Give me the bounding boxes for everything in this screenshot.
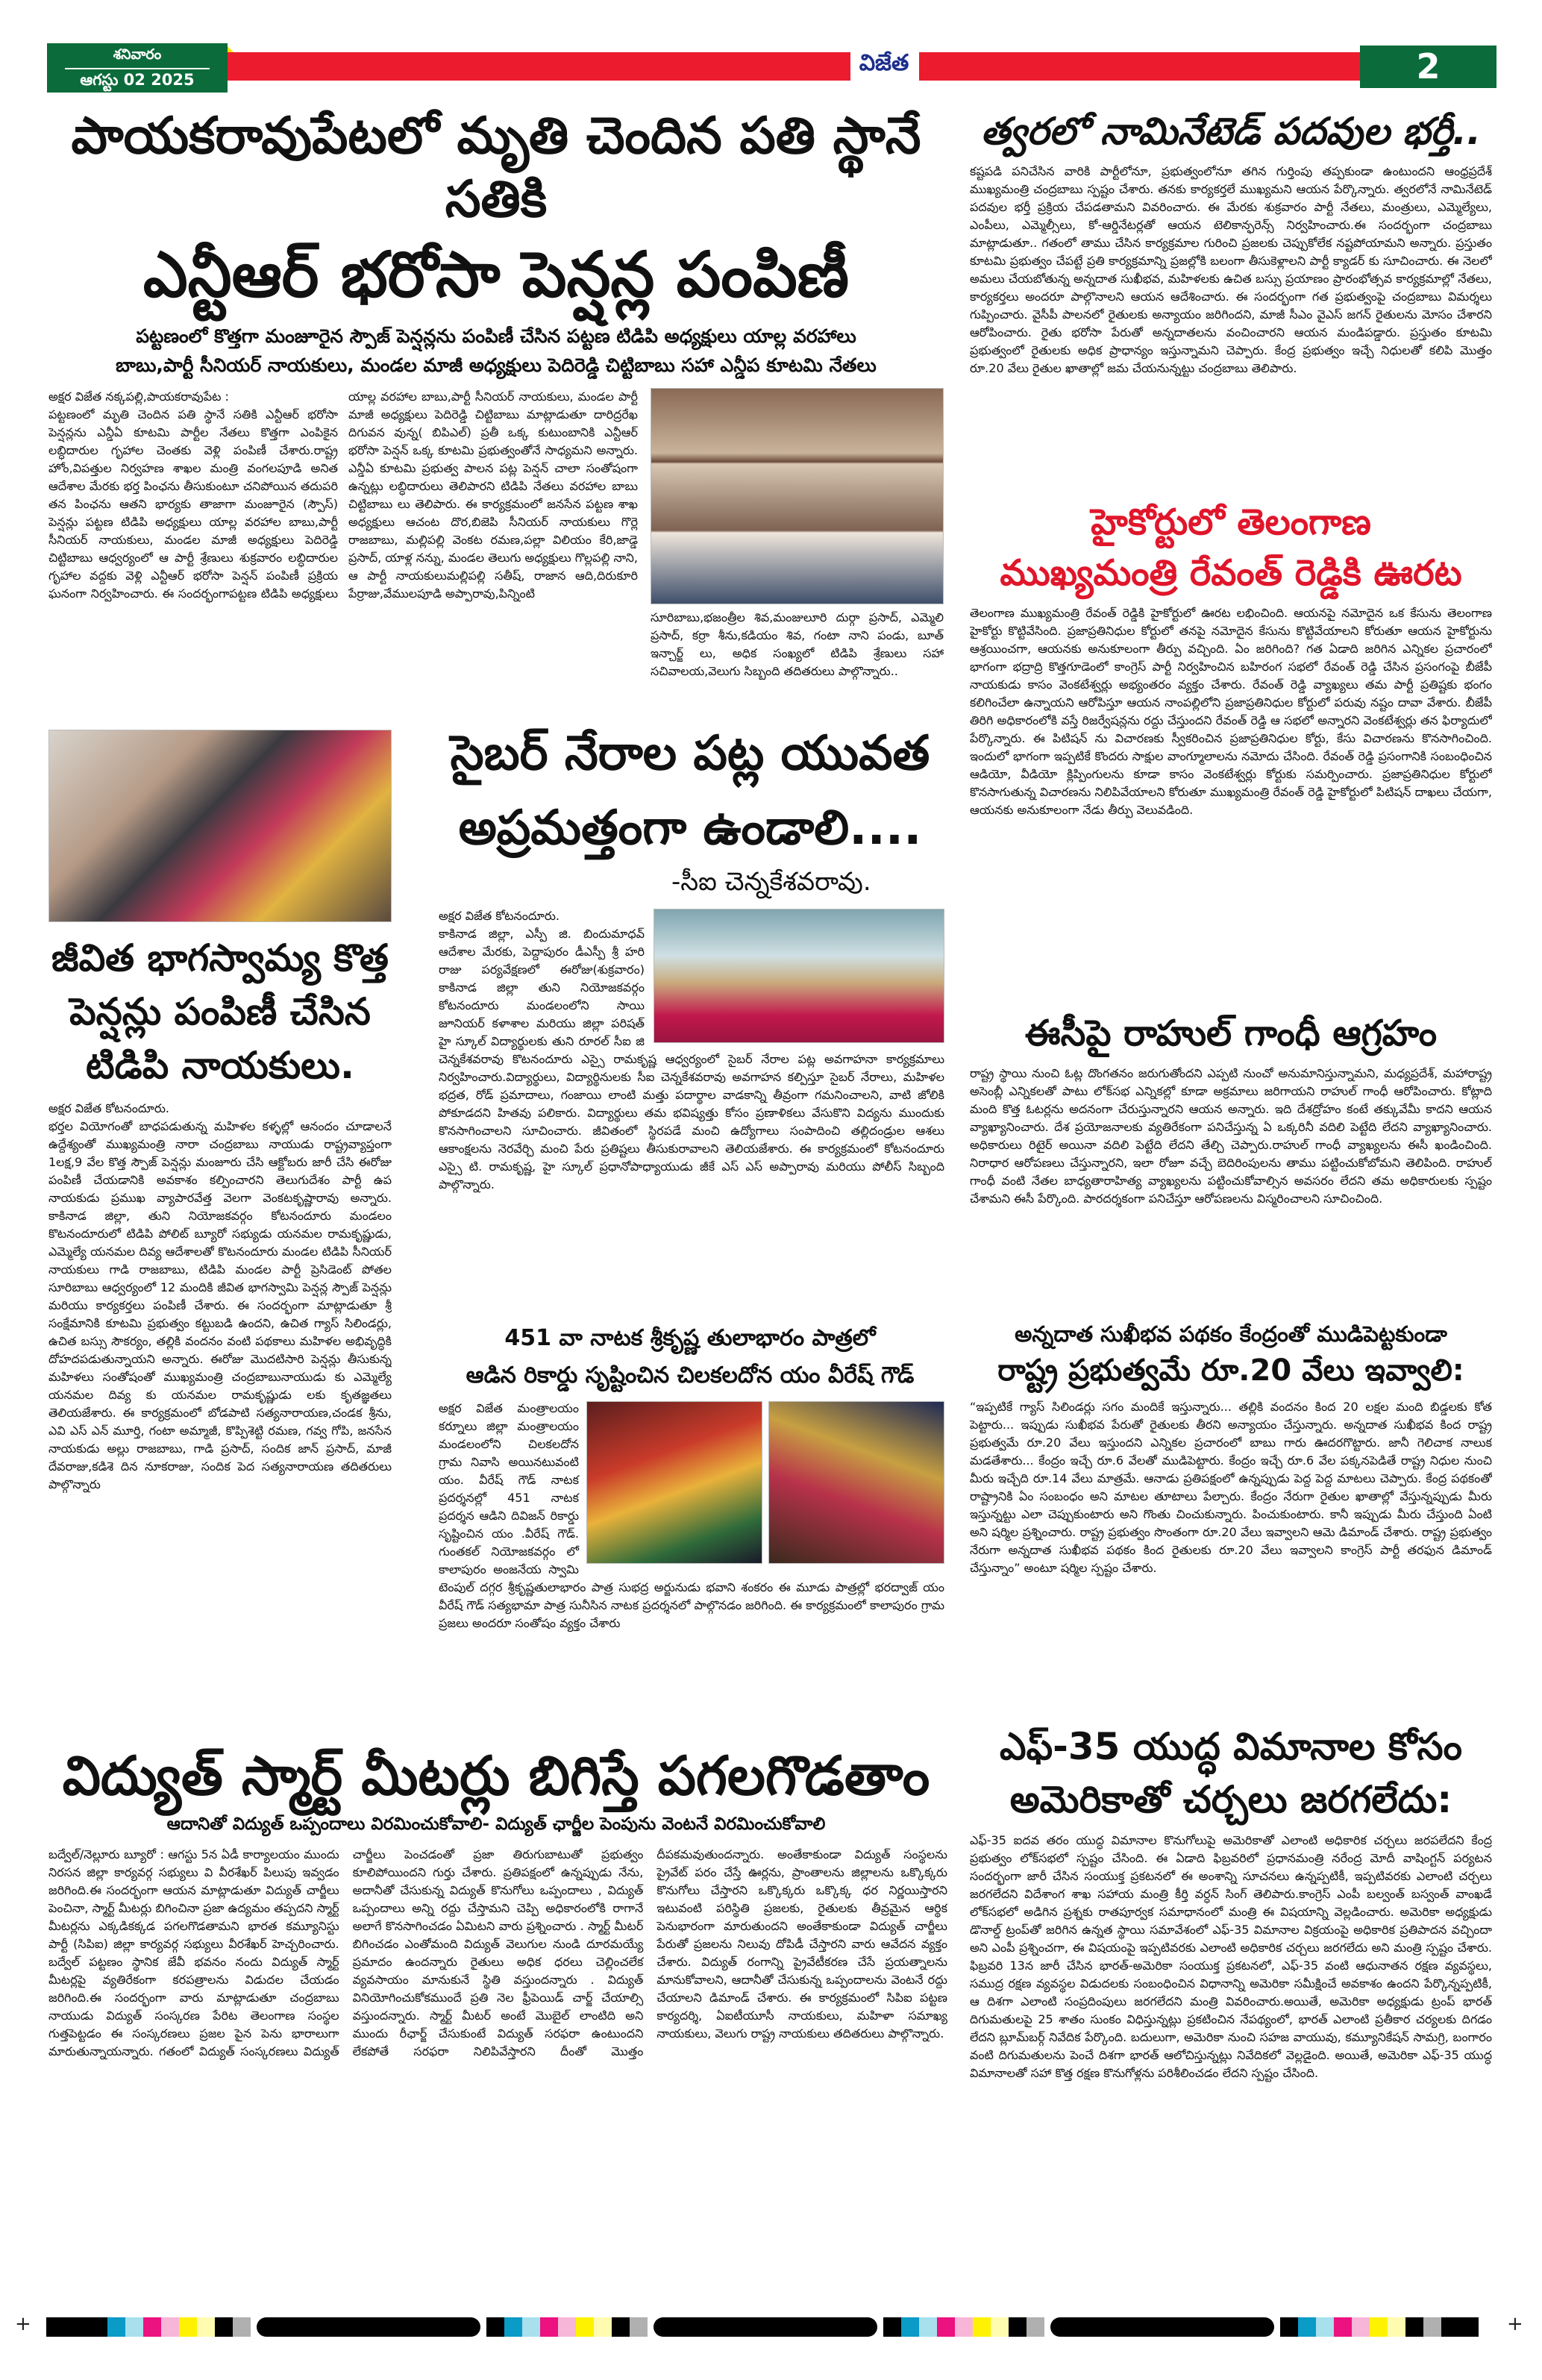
lead-subhead-2: బాబు,పార్టీ సీనియర్ నాయకులు, మండల మాజీ అధ్యక్షులు పెదిరెడ్డి చిట్టిబాబు సహా ఎన్డీప కూటమి నేతలు	[116, 354, 877, 377]
color-swatch	[1316, 2317, 1334, 2337]
nominated-body: కష్టపడి పనిచేసిన వారికి పార్టీలోనూ, ప్రభుత్వంలోనూ తగిన గుర్తింపు తప్పకుండా ఉంటుందని ఆంధ్రప్రదేశ్ ముఖ్యమంత్రి చంద్రబాబు స్పష్టం చేశారు. తనకు కార్యకర్తలే ముఖ్యమని ఆయన పేర్కొన్నారు. త్వరలోనే నామినేటెడ్ పదవుల భర్తీ ప్రక్రియ చేపడతామని వివరించారు. ఈ మేరకు శుక్రవారం పార్టీ నేతలు, మంత్రులు, ఎమ్మెల్యేలు, ఎంపీలు, ఎమ్మెల్సీలు, కో-ఆర్డినేటర్లతో ఆయన టెలికాన్ఫరెన్స్ నిర్వహించారు.ఈ సందర్భంగా చంద్రబాబు మాట్లాడుతూ.. గతంలో తాము చేసిన కార్యక్రమాల గురించి ప్రజలకు చెప్పుకోలేక నష్టపోయామని అన్నారు. ప్రస్తుతం కూటమి ప్రభుత్వం చేపట్టే ప్రతి కార్యక్రమాన్ని ప్రజల్లోకి బలంగా తీసుకెళ్లాలని పార్టీ క్యాడర్ కు సూచించారు. ఈ నెలలో అమలు చేయబోతున్న అన్నదాత సుఖీభవ, మహిళలకు ఉచిత బస్సు ప్రయాణం ప్రారంభోత్సవ కార్యక్రమాల్లో నేతలు, కార్యకర్తలు అందరూ పాల్గొనాలని ఆయన ఆదేశించారు. ఈ సందర్భంగా గత ప్రభుత్వంపై చంద్రబాబు విమర్శలు గుప్పించారు. వైసీపీ పాలనలో రైతులకు అన్యాయం జరిగిందని, మాజీ సీఎం వైఎస్ జగన్ రైతులను మోసం చేశారని ఆరోపించారు. రైతు భరోసా పేరుతో అన్నదాతలను వంచించారని ఆయన మండిపడ్డారు. ప్రస్తుతం కూటమి ప్రభుత్వంలో రైతులకు అధిక ప్రాధాన్యం ఇస్తున్నామని చెప్పారు. కేంద్ర ప్రభుత్వం ఇచ్చే నిధులతో కలిపి మొత్తం రూ.20 వేలు రైతుల ఖాతాల్లో జమ చేయనున్నట్టు చంద్రబాబు తెలిపారు.	[970, 163, 1492, 375]
lead-photo-caption: సూరిబాబు,భజంత్రీల శివ,మంజులూరి దుర్గా ప్రసాద్, ఎమ్మెలి ప్రసాద్, కర్రా శీను,కడియం శివ, గంటా నాని పండు, బూత్ ఇన్చార్జ్ లు, అధిక సంఖ్యలో టిడిపి శ్రేణులు సహా సచివాలయ,వెలుగు సిబ్బంది తదితరులు పాల్గొన్నారు..	[651, 610, 944, 678]
masthead-day: శనివారం	[65, 46, 210, 69]
nominated-headline: త్వరలో నామినేటెడ్ పదవుల భర్తీ..	[980, 110, 1482, 153]
lead-headline-2: ఎన్టీఆర్ భరోసా పెన్షన్ల పంపిణీ	[142, 238, 850, 311]
color-swatch	[179, 2317, 197, 2337]
color-swatch	[1298, 2317, 1316, 2337]
color-swatch	[486, 2317, 504, 2337]
color-swatch	[1388, 2317, 1405, 2337]
highcourt-body: తెలంగాణ ముఖ్యమంత్రి రేవంత్ రెడ్డికి హైకోర్టులో ఊరట లభించింది. ఆయనపై నమోదైన ఒక కేసును తెలంగాణ హైకోర్టు కొట్టివేసింది. ప్రజాప్రతినిధుల కోర్టులో తనపై నమోదైన కేసును కొట్టివేయాలని కోరుతూ ఆయన హైకోర్టును ఆశ్రయించగా, ఆయనకు అనుకూలంగా తీర్పు వచ్చింది. ఏం జరిగింది? గత ఏడాది జరిగిన ఎన్నికల ప్రచారంలో భాగంగా భద్రాద్రి కొత్తగూడెంలో కాంగ్రెస్ పార్టీ నిర్వహించిన బహిరంగ సభలో రేవంత్ రెడ్డి చేసిన ప్రసంగంపై బీజేపీ నాయకుడు కాసం వెంకటేశ్వర్లు అభ్యంతరం వ్యక్తం చేశారు. రేవంత్ రెడ్డి వ్యాఖ్యలు తమ పార్టీ ప్రతిష్టకు భంగం కలిగించేలా ఉన్నాయని ఆరోపిస్తూ ఆయన నాంపల్లిలోని ప్రజాప్రతినిధుల కోర్టులో పరువు నష్టం దావా వేశారు. బీజేపీ తిరిగి అధికారంలోకి వస్తే రిజర్వేషన్లను రద్దు చేస్తుందని రేవంత్ రెడ్డి ఆ సభలో అన్నారని వెంకటేశ్వర్లు తన ఫిర్యాదులో పేర్కొన్నారు. ఈ పిటిషన్ ను విచారణకు స్వీకరించిన ప్రజాప్రతినిధుల కోర్టు, కేసు విచారణను కొనసాగించింది. ఇందులో భాగంగా ఇప్పటికే కొందరు సాక్షుల వాంగ్మూలాలను నమోదు చేసింది. రేవంత్ రెడ్డి ప్రసంగానికి సంబంధించిన ఆడియో, వీడియో క్లిప్పింగులను కూడా కాసం వెంకటేశ్వర్లు కోర్టుకు సమర్పించారు. ప్రజాప్రతినిధుల కోర్టులో కొనసాగుతున్న విచారణను నిలిపివేయాలని కోరుతూ ముఖ్యమంత్రి రేవంత్ రెడ్డి హైకోర్టులో పిటిషన్ దాఖలు చేయగా, ఆయనకు అనుకూలంగా నేడు తీర్పు వెలువడింది.	[970, 606, 1492, 817]
color-swatch	[594, 2317, 612, 2337]
newspaper-logo	[850, 46, 918, 88]
color-swatch	[504, 2317, 522, 2337]
color-bar-pill	[257, 2317, 480, 2337]
annadata-story	[970, 1321, 1492, 1712]
color-swatch	[991, 2317, 1009, 2337]
print-color-bar	[46, 2317, 1486, 2337]
color-bar-pill	[1050, 2317, 1274, 2337]
f35-body: ఎఫ్-35 ఐదవ తరం యుద్ధ విమానాల కొనుగోలుపై అమెరికాతో ఎలాంటి అధికారిక చర్చలు జరపలేదని కేంద్ర ప్రభుత్వం లోక్‌సభలో స్పష్టం చేసింది. ఈ ఏడాది ఫిబ్రవరిలో ప్రధానమంత్రి నరేంద్ర మోదీ వాషింగ్టన్ పర్యటన సందర్భంగా జారీ చేసిన సంయుక్త ప్రకటనలో ఈ అంశాన్ని సూచనలు ఉన్నప్పటికీ, ఇప్పటివరకు ఎలాంటి చర్చలు జరగలేదని విదేశాంగ శాఖ సహాయ మంత్రి కీర్తి వర్ధన్ సింగ్ తెలిపారు.కాంగ్రెస్ ఎంపీ బల్వంత్ బస్వంత్ వాంఖడే లోక్‌సభలో అడిగిన ప్రశ్నకు రాతపూర్వక సమాధానంలో మంత్రి ఈ విషయాన్ని వెల్లడించారు. అమెరికా అధ్యక్షుడు డొనాల్డ్ ట్రంప్‌తో జరిగిన ఉన్నత స్థాయి సమావేశంలో ఎఫ్-35 విమానాల విక్రయంపై అధికారిక ప్రతిపాదన వచ్చిందా అని ఎంపీ ప్రశ్నించగా, ఈ విషయంపై ఇప్పటివరకు ఎలాంటి అధికారిక చర్చలు జరగలేదు అని మంత్రి స్పష్టం చేశారు. ఫిబ్రవరి 13న జారీ చేసిన భారత్-అమెరికా సంయుక్త ప్రకటనలో, ఎఫ్-35 వంటి ఆధునాతన రక్షణ వ్యవస్థలు, సముద్ర రక్షణ వ్యవస్థల విడుదలకు సంబంధించిన విధానాన్ని అమెరికా సమీక్షించే అవకాశం ఉందని పేర్కొన్నప్పటికీ, ఆ దిశగా ఎలాంటి సంప్రదింపులు జరగలేదని మంత్రి వివరించారు.అయితే, అమెరికా అధ్యక్షుడు ట్రంప్ భారత్ దిగుమతులపై 25 శాతం సుంకం విధిస్తున్నట్లు ప్రకటించిన నేపథ్యంలో, భారత్ ఎలాంటి ప్రతీకార చర్యలకు దిగడం లేదని బ్లూమ్‌బర్గ్ నివేదిక పేర్కొంది. బదులుగా, అమెరికా నుంచి సహజ వాయువు, కమ్యూనికేషన్ సామగ్రి, బంగారం వంటి దిగుమతులను పెంచే దిశగా భారత్ ఆలోచిస్తున్నట్లు నివేదికలో వెల్లడైంది. అయితే, అమెరికా ఎఫ్-35 యుద్ధ విమానాలతో సహా కొత్త రక్షణ కొనుగోళ్లను పరిశీలించడం లేదని స్పష్టం చేసింది.	[970, 1833, 1492, 2080]
color-bar-block	[1441, 2317, 1479, 2337]
f35-headline-2: అమెరికాతో చర్చలు జరగలేదు:	[1009, 1777, 1452, 1821]
color-swatch	[143, 2317, 161, 2337]
pension-photo	[48, 730, 392, 922]
rahul-headline: ఈసీపై రాహుల్ గాంధీ ఆగ్రహం	[1024, 1012, 1438, 1054]
color-bar-pill	[654, 2317, 877, 2337]
color-swatch	[1027, 2317, 1044, 2337]
color-swatch	[540, 2317, 558, 2337]
highcourt-headline-1: హైకోర్టులో తెలంగాణ	[1091, 501, 1371, 543]
f35-headline-1: ఎఫ్-35 యుద్ధ విమానాల కోసం	[1000, 1725, 1462, 1768]
cyber-photo	[654, 909, 944, 1043]
color-swatch	[630, 2317, 648, 2337]
nominated-story	[970, 108, 1492, 492]
color-swatch	[901, 2317, 919, 2337]
lead-content-row	[41, 388, 951, 706]
lead-body-text: పట్టణంలో మృతి చెందిన పతి స్థానే సతికి ఎన్టీఆర్ భరోసా పెన్షన్లను ఎన్డీఏ కూటమి పార్టీల నేతలు కొత్తగా ఎంపికైన లబ్ధిదారుల గృహాల చెంతకు వెళ్లి పంపిణీ చేశారు.రాష్ట్ర హోం,విపత్తుల నిర్వహణ శాఖల మంత్రి వంగలపూడి అనిత ఆదేశాల మేరకు భర్త పింఛను తీసుకుంటూ చనిపోయిన తదుపరి తన పింఛను ఆతని భార్యకు తాజాగా మంజూరైన (స్పౌస్) పెన్షన్లు పట్టణ టిడిపి అధ్యక్షులు యాల్ల వరహాల బాబు,పార్టీ సీనియర్ నాయకులు, మండల మాజీ అధ్యక్షులు పెదిరెడ్డి చిట్టిబాబు ఆధ్వర్యంలో ఆ పార్టీ శ్రేణులు శుక్రవారం లబ్ధిదారుల గృహాల వద్దకు వెళ్లి ఎన్టీఆర్ భరోసా పెన్షన్ పంపిణీ ప్రక్రియ ఘనంగా నిర్వహించారు. ఈ సందర్భంగాపట్టణ టిడిపి అధ్యక్షులు యాల్ల వరహాల బాబు,పార్టీ సీనియర్ నాయకులు, మండల పార్టీ మాజీ అధ్యక్షులు పెదిరెడ్డి చిట్టిబాబు మాట్లాడుతూ దారిద్రరేఖ దిగువన వున్న( బిపిఎల్) ప్రతీ ఒక్క కుటుంబానికి ఎన్టీఆర్ భరోసా పెన్షన్ ఒక్క కూటమి ప్రభుత్వంతోనే సాధ్యమని అన్నారు. ఎన్డీఏ కూటమి ప్రభుత్వ పాలన పట్ల పెన్షన్ చాలా సంతోషంగా ఉన్నట్లు లబ్ధిదారులు తెలిపారని టిడిపి నేతలు వరహాల బాబు చిట్టిబాబు లు తెలిపారు. ఈ కార్యక్రమంలో జనసేన పట్టణ శాఖ అధ్యక్షులు ఆచంట దొర,బిజెపి సీనియర్ నాయకులు గొర్లె రాజబాబు, మల్లిపల్లి వెంకట రమణ,పల్లా విలియం కేరి,జాడ్డె ప్రసాద్, యాళ్ల నన్ను, మండల తెలుగు అధ్యక్షులు గొల్లపల్లి నాని, ఆ పార్టీ నాయకులుమల్లిపల్లి సతీష్, రాజాన ఆది,దిరుకూరి పేర్రాజు,వేములపూడి అప్పారావు,పిన్నింటి	[48, 389, 638, 601]
highcourt-headline-2: ముఖ్యమంత్రి రేవంత్ రెడ్డికి ఊరట	[1000, 552, 1462, 594]
drama-photos	[586, 1401, 944, 1564]
pension-headline: జీవిత భాగస్వామ్య కొత్త పెన్షన్లు పంపిణీ చేసిన టిడిపి నాయకులు.	[51, 936, 389, 1087]
color-swatch	[90, 2317, 107, 2337]
registration-mark-left: +	[15, 2313, 31, 2335]
color-swatch	[937, 2317, 955, 2337]
logo-text: విజేత	[859, 50, 909, 76]
cyber-body-text: కాకినాడ జిల్లా, ఎస్పీ జి. బిందుమాధవ్ ఆదేశాల మేరకు, పెద్దాపురం డీఎస్పీ శ్రీ హరి రాజు పర్యవేక్షణలో ఈరోజు(శుక్రవారం) కాకినాడ జిల్లా తుని నియోజకవర్గం కోటనందూరు మండలంలోని సాయి జూనియర్ కళాశాల మరియు జిల్లా పరిషత్ హై స్కూల్ విద్యార్థులకు తుని రూరల్ సీఐ జి చెన్నకేశవరావు కొటనందూరు ఎస్సై రామకృష్ణ ఆధ్వర్యంలో సైబర్ నేరాల పట్ల అవగాహనా కార్యక్రమాలు నిర్వహించారు.విద్యార్థులు, విద్యార్థినులకు సీఐ చెన్నకేశవరావు అవగాహన కల్పిస్తూ సైబర్ నేరాలు, మహిళల భద్రత, రోడ్ ప్రమాదాలు, గంజాయి లాంటి మత్తు పదార్థాల వాడకాన్ని తీవ్రంగా గమనించాలని, వాటి జోలికి పోకూడదని హితవు పలికారు. విద్యార్థులు తమ భవిష్యత్తు కోసం ప్రణాళికలు వేసుకొని విద్యను ముందుకు కొనసాగించాలని సూచించారు. జీవితంలో స్థిరపడే మంచి ఉద్యోగాలు సంపాదించి తల్లిదండ్రుల ఆశలు ఆకాంక్షలను నెరవేర్చి మంచి పేరు ప్రతిష్టలు తీసుకురావాలని తెలియజేశారు. ఈ కార్యక్రమంలో కోటనందూరు ఎస్సై టి. రామకృష్ణ, హై స్కూల్ ప్రధానోపాధ్యాయుడు జీకే ఎస్ ఎస్ అప్పారావు మరియు పోలీస్ సిబ్బంది పాల్గొన్నారు.	[439, 927, 944, 1191]
power-body: బద్వేల్/నెల్లూరు బ్యూరో : ఆగస్టు 5న ఏడీ కార్యాలయం ముందు నిరసన జిల్లా కార్యవర్గ సభ్యులు వి వీరశేఖర్ పిలుపు ఇవ్వడం జరిగింది.ఈ సందర్భంగా ఆయన మాట్లాడుతూ విద్యుత్ చార్జీలు పెంచినా, స్మార్ట్ మీటర్లు బిగించినా ప్రజా ఉద్యమం తప్పదని స్మార్ట్ మీటర్లను ఎక్కడికక్కడ పగలగొడతామని భారత కమ్యూనిస్టు పార్టీ (సిపిఐ) జిల్లా కార్యవర్గ సభ్యులు వీరశేఖర్ హెచ్చరించారు. బద్వేల్ పట్టణం స్థానిక జేవీ భవనం నందు విద్యుత్ స్మార్ట్ మీటర్లపై వ్యతిరేకంగా కరపత్రాలను విడుదల చేయడం జరిగింది.ఈ సందర్భంగా వారు మాట్లాడుతూ చంద్రబాబు నాయుడు విద్యుత్ సంస్కరణ పేరిట తెలంగాణ సంస్థల గుత్తపెట్టడం ఈ సంస్కరణలు ప్రజల పైన పెను భారాలుగా మారుతున్నాయన్నారు. గతంలో విద్యుత్ సంస్కరణలు విద్యుత్ చార్జీలు పెంచడంతో ప్రజా తిరుగుబాటుతో ప్రభుత్వం కూలిపోయిందని గుర్తు చేశారు. ప్రతిపక్షంలో ఉన్నప్పుడు నేను, అదానీతో చేసుకున్న విద్యుత్ కొనుగోలు ఒప్పందాలు , విద్యుత్ ఒప్పందాలు అన్ని రద్దు చేస్తామని చెప్పి అధికారంలోకి రాగానే అలాగే కొనసాగించడం ఏమిటని వారు ప్రశ్నించారు . స్మార్ట్ మీటర్ బిగించడం ఎంతోమంది విద్యుత్ వెలుగుల నుండి దూరమయ్యే ప్రమాదం ఉందన్నారు రైతులు అధిక ధరలు చెల్లించలేక వ్యవసాయం మానుకునే స్థితి వస్తుందన్నారు . విద్యుత్ వినియోగించుకోకముందే ప్రతి నెల ఫ్రీపెయిడ్ చార్జ్ చేయాల్సి వస్తుందన్నారు. స్మార్ట్ మీటర్ అంటే మొబైల్ లాంటిది అని ముందు రీఛార్జ్ చేసుకుంటే విద్యుత్ సరఫరా ఉంటుందని లేకపోతే సరఫరా నిలిపివేస్తారని దీంతో మొత్తం దీపకమవుతుందన్నారు. అంతేకాకుండా విద్యుత్ సంస్థలను ప్రైవేట్ పరం చేస్తే ఊర్లను, ప్రాంతాలను జిల్లాలను ఒక్కొక్కరు కొనుగోలు చేస్తారని ఒక్కొక్కరు ఒక్కొక్క ధర నిర్ణయిస్తారని ఇటువంటి పరిస్థితి ప్రజలకు, రైతులకు తీవ్రమైన ఆర్థిక పెనుభారంగా మారుతుందని అంతేకాకుండా విద్యుత్ చార్జీలు పేరుతో ప్రజలను నిలువు దోపిడీ చేస్తారని వారు ఆవేదన వ్యక్తం చేశారు. విద్యుత్ రంగాన్ని ప్రైవేటీకరణ చేసే ప్రయత్నాలను మానుకోవాలని, ఆదానీతో చేసుకున్న ఒప్పందాలను వెంటనే రద్దు చేయాలని డిమాండ్ చేశారు. ఈ కార్యక్రమంలో సిపిఐ పట్టణ కార్యదర్శి, ఏఐటీయూసీ నాయకులు, మహిళా సమాఖ్య నాయకులు, వెలుగు రాష్ట్ర నాయకులు తదితరులు పాల్గొన్నారు.	[48, 1847, 947, 2058]
color-swatch	[197, 2317, 215, 2337]
pension-body	[48, 1100, 392, 1741]
pension-dateline: అక్షర విజేత కోటనందూరు.	[48, 1101, 169, 1115]
cyber-story	[425, 716, 955, 1317]
color-swatch	[1405, 2317, 1423, 2337]
masthead-red-band-left	[228, 52, 850, 81]
color-swatch	[955, 2317, 973, 2337]
color-swatch	[919, 2317, 937, 2337]
annadata-headline-1: అన్నదాత సుఖీభవ పథకం కేంద్రంతో ముడిపెట్టకుండా	[1015, 1321, 1447, 1347]
lead-story	[41, 104, 951, 705]
highcourt-story	[970, 500, 1492, 996]
color-swatch	[125, 2317, 143, 2337]
masthead-date-box	[47, 43, 228, 93]
lead-subhead-1: పట్టణంలో కొత్తగా మంజూరైన స్పౌజ్ పెన్షన్లను పంపిణీ చేసిన పట్టణ టిడిపి అధ్యక్షులు యాల్ల వరహాలు	[136, 325, 856, 347]
power-subhead: ఆదానితో విద్యుత్ ఒప్పందాలు విరమించుకోవాలి- విద్యుత్ ఛార్జీల పెంపును వెంటనే విరమించుకోవాలి	[166, 1814, 826, 1834]
lead-photo	[651, 388, 944, 604]
cyber-byline: -సీఐ చెన్నకేశవరావు.	[671, 867, 871, 897]
lead-headline-1: పాయకరావుపేటలో మృతి చెందిన పతి స్థానే సతికి	[71, 107, 921, 229]
drama-story	[425, 1324, 955, 1738]
color-swatch	[1370, 2317, 1388, 2337]
masthead-red-band-right	[919, 52, 1360, 81]
power-headline: విద్యుత్ స్మార్ట్ మీటర్లు బిగిస్తే పగలగొడతాం	[62, 1744, 930, 1807]
drama-photo-2	[768, 1401, 944, 1564]
color-swatch	[233, 2317, 251, 2337]
color-swatch	[522, 2317, 540, 2337]
color-swatch	[558, 2317, 576, 2337]
masthead-date: ఆగస్టు 02 2025	[80, 71, 195, 89]
color-swatch	[215, 2317, 233, 2337]
drama-body-text: అక్షర విజేత మంత్రాలయం కర్నూలు జిల్లా మంత్రాలయం మండలంలోని చిలకలదోన గ్రామ నివాసి అయినటువంటి యం. వీరేష్ గౌడ్ నాటక ప్రదర్శనల్లో 451 నాటక ప్రదర్శన ఆడిని దివిజన్ రికార్డు సృష్టించిన యం .వీరేష్ గౌడ్. గుంతకల్ నియోజకవర్గం లో కాలాపురం అంజనేయ స్వామి టెంపుల్ దగ్గర శ్రీకృష్ణతులాభారం పాత్ర సుభద్ర అర్జునుడు భవాని శంకరం ఈ మూడు పాత్రల్లో భరద్వాజ్ యం వీరేష్ గౌడ్ సత్యభామా పాత్ర సునీసిన నాటక ప్రదర్శనలో పాల్గొనడం జరిగింది. ఈ కార్యక్రమంలో కాలాపురం గ్రామ ప్రజలు అందరూ సంతోషం వ్యక్తం చేశారు	[439, 1401, 944, 1630]
cyber-headline: సైబర్ నేరాల పట్ల యువత అప్రమత్తంగా ఉండాలి....	[450, 726, 930, 856]
cyber-body	[439, 907, 944, 1317]
color-swatch	[1009, 2317, 1027, 2337]
power-story	[41, 1742, 951, 2253]
lead-dateline: అక్షర విజేత నక్కపల్లి,పాయకరావుపేట :	[48, 389, 229, 404]
color-swatch	[612, 2317, 630, 2337]
color-swatch	[1352, 2317, 1370, 2337]
color-swatch	[973, 2317, 991, 2337]
color-swatch	[161, 2317, 179, 2337]
registration-mark-right: +	[1507, 2313, 1523, 2335]
color-swatch	[1334, 2317, 1352, 2337]
pension-body-text: భర్తల వియోగంతో బాధపడుతున్న మహిళల కళ్ళల్లో ఆనందం చూడాలనే ఉద్దేశ్యంతో ముఖ్యమంత్రి నారా చంద్రబాబు నాయుడు రాష్ట్రవ్యాప్తంగా 1లక్ష,9 వేల కొత్త స్పౌజ్ పెన్షన్లు మంజూరు చేసి ఆక్టోబరు జారీ చేసి ఈరోజు పంపిణీ చేయడానికి అవకాశం కల్పించారని తెలుగుదేశం పార్టీ ఉప నాయకుడు ప్రముఖ వ్యాపారవేత్త వెలగా వెంకటకృష్ణారావు అన్నారు. కాకినాడ జిల్లా, తుని నియోజకవర్గం కోటనందూరు మండలం కొటనందూరులో టిడిపి పోలిట్ బ్యూరో సభ్యుడు యనమల రామకృష్ణుడు, ఎమ్మెల్యే యనమల దివ్య ఆదేశాలతో కొటనందూరు మండల టిడిపి సీనియర్ నాయకులు గాడి రాజబాబు, టిడిపి మండల పార్టీ ప్రెసిడెంట్ పోతల సూరిబాబు ఆధ్వర్యంలో 12 మందికి జీవిత భాగస్వామి పెన్షన్ల స్పౌజ్ పెన్షన్లు మరియు కార్యకర్తలు పంపిణీ చేశారు. ఈ సందర్భంగా మాట్లాడుతూ శ్రీ సంక్షేమానికి కూటమి ప్రభుత్వం కట్టుబడి ఉందని, ఉచిత గ్యాస్ సిలిండర్లు, ఉచిత బస్సు సౌకర్యం, తల్లికి వందనం వంటి పథకాలు మహిళల అభివృద్ధికి దోహదపడుతున్నాయని అన్నారు. ఈరోజు మొదటిసారి పెన్షన్లు తీసుకున్న మహిళలు సంతోషంతో ముఖ్యమంత్రి చంద్రబాబునాయుడు కు ఎమ్మెల్యే యనమల దివ్య కు యనమల రామకృష్ణుడు లకు కృతజ్ఞతలు తెలియజేశారు. ఈ కార్యక్రమంలో బోడపాటి సత్యనారాయణ,చండక శ్రీను, ఎవి ఎస్ ఎన్ మూర్తి, గంటా అమ్మాజీ, కొప్పిశెట్టి రమణ, గవ్వ గోపి, జనసేన నాయకుడు అల్లు రాజబాబు, గాడి ప్రసాద్, సందిక జాన్ ప్రసాద్, మాజీ దేవరాజు,కడిశె దిన నూకరాజు, సందిక పెద సత్యనారాయణ తదితరులు పాల్గొన్నారు	[48, 1119, 392, 1491]
page-number: 2	[1360, 46, 1496, 88]
annadata-headline-2: రాష్ట్ర ప్రభుత్వమే రూ.20 వేలు ఇవ్వాలి:	[997, 1353, 1464, 1388]
drama-photo-1	[586, 1401, 762, 1564]
drama-body	[439, 1400, 944, 1738]
lead-body	[48, 388, 638, 706]
rahul-body: రాష్ట్ర స్థాయి నుంచి ఓట్ల దొంగతనం జరుగుతోందని ఎప్పటి నుంచో అనుమానిస్తున్నామని, మధ్యప్రదేశ్, మహారాష్ట్ర అసెంబ్లీ ఎన్నికలతో పాటు లోక్‌సభ ఎన్నికల్లో కూడా అక్రమాలు జరిగాయని రాహుల్ గాంధీ ఆరోపించారు. కోట్లాది మంది కొత్త ఓటర్లను అదనంగా చేరుస్తున్నారని ఆయన అన్నారు. ఇది దేశద్రోహం కంటే తక్కువేమీ కాదని ఆయన వ్యాఖ్యానించారు. దేశ ప్రయోజనాలకు వ్యతిరేకంగా పనిచేస్తున్న ఏ ఒక్కరినీ వదిలి పెట్టేది లేదని వ్యాఖ్యానించారు. అధికారులు రిటైర్ అయినా వదిలి పెట్టేది లేదని తేల్చి చెప్పారు.రాహుల్ గాంధీ వ్యాఖ్యలను ఈసీ ఖండించింది. నిరాధార ఆరోపణలు చేస్తున్నారని, ఇలా రోజూ వచ్చే బెదిరింపులను తాము పట్టించుకోబోమని తెలిపింది. రాహుల్ గాంధీ వంటి నేతల బాధ్యతారాహిత్య వ్యాఖ్యలను పట్టించుకోవాల్సిన అవసరం లేదని తమ అధికారులకు స్పష్టం చేశామని ఈసీ పేర్కొంది. పారదర్శకంగా పనిచేస్తూ ఆరోపణలను విస్మరించాలని సూచించింది.	[970, 1066, 1492, 1206]
color-swatch	[1423, 2317, 1441, 2337]
lead-photo-column	[651, 388, 944, 706]
f35-story	[970, 1723, 1492, 2249]
annadata-body: “ఇప్పటికే గ్యాస్ సిలిండర్లు సగం మందికే ఇస్తున్నారు... తల్లికి వందనం కింద 20 లక్షల మంది బిడ్డలకు కోత పెట్టారు... ఇప్పుడు సుఖీభవ పేరుతో రైతులకు తీరని అన్యాయం చేస్తున్నారు. అన్నదాత సుఖీభవ కింద రాష్ట్ర ప్రభుత్వమే రూ.20 వేలు ఇస్తుందని ఎన్నికల ప్రచారంలో బాబు గారు ఊదరగొట్టారు. జానీ గెలిచాక నాలుక మడతేశారు... కేంద్రం ఇచ్చే రూ.6 వేలతో ముడిపెట్టారు. కేంద్రం ఇచ్చే రూ.6 వేల పక్కనపెడితే రాష్ట్ర నిధుల నుంచి మీరు ఇచ్చేది రూ.14 వేలు మాత్రమే. ఆనాడు ప్రతిపక్షంలో ఉన్నప్పుడు పెద్ద పెద్ద మాటలు చెప్పారు. కేంద్ర పథకంతో రాష్ట్రానికి ఏం సంబంధం అని మాటల తూటాలు పేల్చారు. కేంద్రం నేరుగా రైతుల ఖాతాల్లో వేస్తున్నప్పుడు మీరు ఇస్తున్నట్టు ఎలా చెప్పుకుంటారు అని గొంతు చించుకున్నారు. పించుకుంటారు. కానీ ఇప్పుడు మీరు చేస్తుంది ఏంటి అని షర్మిల ప్రశ్నించారు. రాష్ట్ర ప్రభుత్వం సొంతంగా రూ.20 వేలు ఇవ్వాలని ఆమె డిమాండ్ చేశారు. రాష్ట్ర ప్రభుత్వం నేరుగా అన్నదాత సుఖీభవ పథకం కింద రైతులకు రూ.20 వేలు ఇవ్వాలని కాంగ్రెస్ పార్టీ తరఫున డిమాండ్ చేస్తున్నాం” అంటూ షర్మిల స్పష్టం చేశారు.	[970, 1400, 1492, 1576]
color-swatch	[1280, 2317, 1298, 2337]
color-swatch	[576, 2317, 594, 2337]
drama-headline-1: 451 వా నాటక శ్రీకృష్ణ తులాభారం పాత్రలో	[504, 1325, 876, 1351]
color-bar-block	[46, 2317, 90, 2337]
cyber-dateline: అక్షర విజేత కోటనందూరు.	[439, 909, 560, 923]
drama-headline-2: ఆడిన రికార్డు సృష్టించిన చిలకలదోన యం వీరేష్ గౌడ్	[466, 1362, 915, 1388]
pension-story	[41, 931, 399, 1741]
color-swatch	[883, 2317, 901, 2337]
color-swatch	[107, 2317, 125, 2337]
rahul-story	[970, 1011, 1492, 1313]
